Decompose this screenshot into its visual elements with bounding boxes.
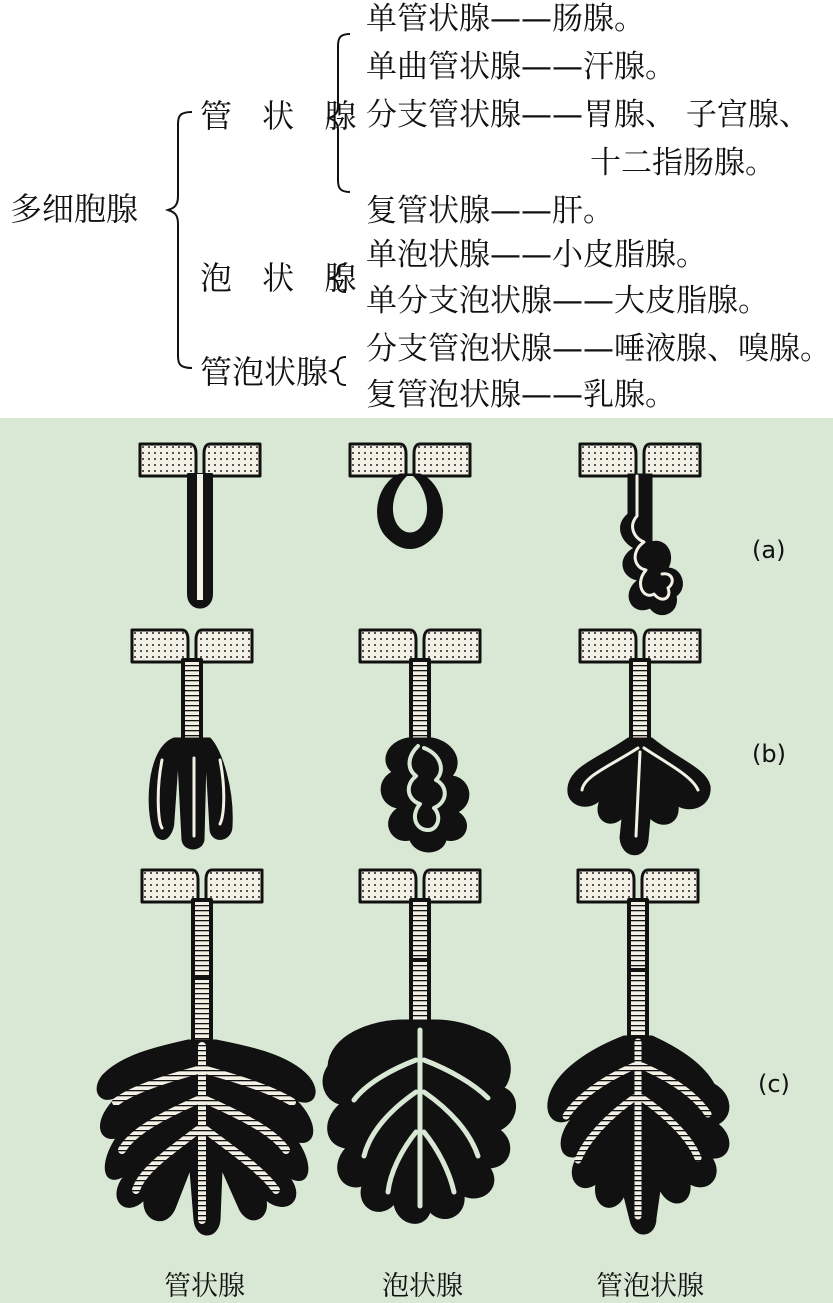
row-label-b: (b) [752, 740, 786, 768]
column-label-tubular: 管状腺 [164, 1271, 245, 1302]
item-branched-tubular-cont: 十二指肠腺。 [590, 145, 776, 181]
column-label-alveolar: 泡状腺 [382, 1271, 463, 1302]
item-simple-alveolar: 单泡状腺——小皮脂腺。 [366, 237, 707, 273]
group-tubuloalveolar-label: 管泡状腺 [200, 353, 329, 391]
item-compound-tubular: 复管状腺——肝。 [366, 193, 614, 229]
gland-a-alveolar [350, 444, 470, 549]
gland-figure [0, 418, 833, 1303]
gland-c-alveolar [323, 870, 516, 1223]
item-simple-tubular: 单管状腺——肠腺。 [366, 1, 645, 37]
brace-tubuloalveolar [331, 357, 346, 385]
item-branched-tubular: 分支管状腺——胃腺、 子宫腺、 [366, 97, 810, 133]
root-label: 多细胞腺 [10, 190, 139, 228]
item-branched-tubuloalveolar: 分支管泡状腺——唾液腺、嗅腺。 [366, 331, 831, 367]
gland-c-tubular [97, 870, 315, 1235]
gland-a-coiled [580, 444, 700, 615]
item-coiled-tubular: 单曲管状腺——汗腺。 [366, 49, 676, 85]
gland-drawings [0, 418, 833, 1303]
column-label-tubuloalveolar: 管泡状腺 [596, 1271, 704, 1302]
gland-b-alveolar [360, 630, 480, 852]
gland-c-tubuloalveolar [548, 870, 729, 1234]
group-alveolar-label: 泡 状 腺 [200, 259, 367, 297]
item-branched-alveolar: 单分支泡状腺——大皮脂腺。 [366, 283, 769, 319]
item-compound-tubuloalveolar: 复管泡状腺——乳腺。 [366, 377, 676, 413]
gland-b-tubuloalveolar [568, 630, 710, 855]
classification-tree [0, 0, 833, 418]
row-label-a: (a) [752, 536, 786, 564]
gland-a-tubular [140, 444, 260, 608]
brace-root [168, 112, 192, 368]
row-label-c: (c) [758, 1070, 790, 1098]
gland-b-tubular [132, 630, 252, 849]
group-tubular-label: 管 状 腺 [200, 97, 367, 135]
